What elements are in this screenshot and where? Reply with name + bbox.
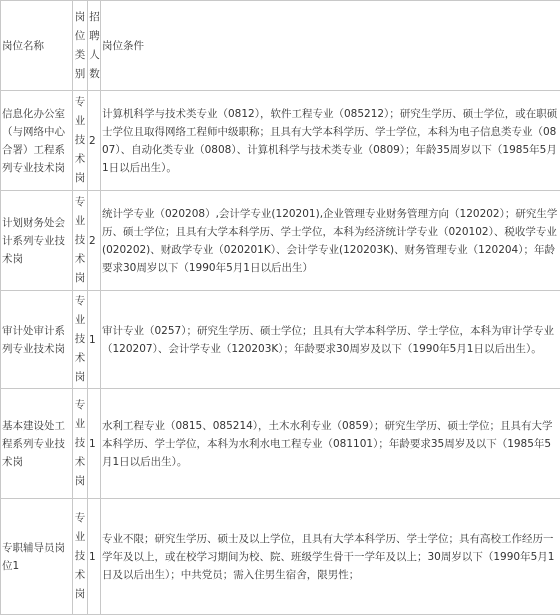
cell-position-conditions: 计算机科学与技术类专业（0812），软件工程专业（085212）；研究生学历、硕士学位，或在职硕士学位且取得网络工程师中级职称；且具有大学本科学历、学士学位，本科为电子信息类专业（0807）、自动化类专业（0808）、计算机科学与技术类专业（0809）；年龄35周岁以下（1985年5月1日以后出生）。 [101, 91, 560, 191]
cell-position-category [73, 291, 88, 389]
category-text: 专业技术岗 [74, 512, 86, 600]
table-row [1, 499, 560, 615]
cell-position-name: 基本建设处工程系列专业技术岗 [1, 389, 73, 499]
category-text: 专业技术岗 [74, 295, 86, 383]
category-text: 专业技术岗 [74, 196, 86, 284]
table-row [1, 191, 560, 291]
cell-position-category [73, 499, 88, 615]
cell-position-name: 审计处审计系列专业技术岗 [1, 291, 73, 389]
cell-position-category [73, 91, 88, 191]
cell-position-category [73, 191, 88, 291]
cell-position-category [73, 389, 88, 499]
cell-hiring-count: 1 [88, 291, 101, 389]
cell-position-name: 计划财务处会计系列专业技术岗 [1, 191, 73, 291]
cell-hiring-count: 1 [88, 499, 101, 615]
cell-hiring-count: 1 [88, 389, 101, 499]
category-text: 专业技术岗 [74, 96, 86, 184]
table-row [1, 389, 560, 499]
table-header-row [1, 1, 560, 91]
cell-position-conditions: 统计学专业（020208）,会计学专业(120201),企业管理专业财务管理方向（120202）；研究生学历、硕士学位；且具有大学本科学历、学士学位，本科为经济统计学专业（020102）、税收学专业(020202)、财政学专业（020201K）、会计学专业(120203K)、财务管理专业（120204）；年龄要求30周岁以下（1990年5月1日以后出生） [101, 191, 560, 291]
header-position-conditions: 岗位条件 [101, 1, 560, 91]
header-position-name: 岗位名称 [1, 1, 73, 91]
header-position-category [73, 1, 88, 91]
cell-position-conditions: 专业不限；研究生学历、硕士及以上学位，且具有大学本科学历、学士学位；具有高校工作经历一学年及以上，或在校学习期间为校、院、班级学生骨干一学年及以上；30周岁以下（1990年5月1日及以后出生）；中共党员；需入住男生宿舍，限男性； [101, 499, 560, 615]
table-row [1, 91, 560, 191]
cell-position-conditions: 审计专业（0257）；研究生学历、硕士学位；且具有大学本科学历、学士学位，本科为审计学专业（120207）、会计学专业（120203K）；年龄要求30周岁及以下（1990年5月1日以后出生）。 [101, 291, 560, 389]
header-count-text: 招聘人数 [89, 10, 100, 80]
header-hiring-count [88, 1, 101, 91]
cell-position-conditions: 水利工程专业（0815、085214），土木水利专业（0859）；研究生学历、硕士学位；且具有大学本科学历、学士学位，本科为水利水电工程专业（081101）；年龄要求35周岁及以下（1985年5月1日以后出生）。 [101, 389, 560, 499]
header-category-text: 岗位类别 [74, 10, 86, 80]
table-row [1, 291, 560, 389]
cell-position-name: 信息化办公室（与网络中心合署）工程系列专业技术岗 [1, 91, 73, 191]
cell-position-name: 专职辅导员岗位1 [1, 499, 73, 615]
category-text: 专业技术岗 [74, 399, 86, 487]
cell-hiring-count: 2 [88, 91, 101, 191]
cell-hiring-count: 2 [88, 191, 101, 291]
